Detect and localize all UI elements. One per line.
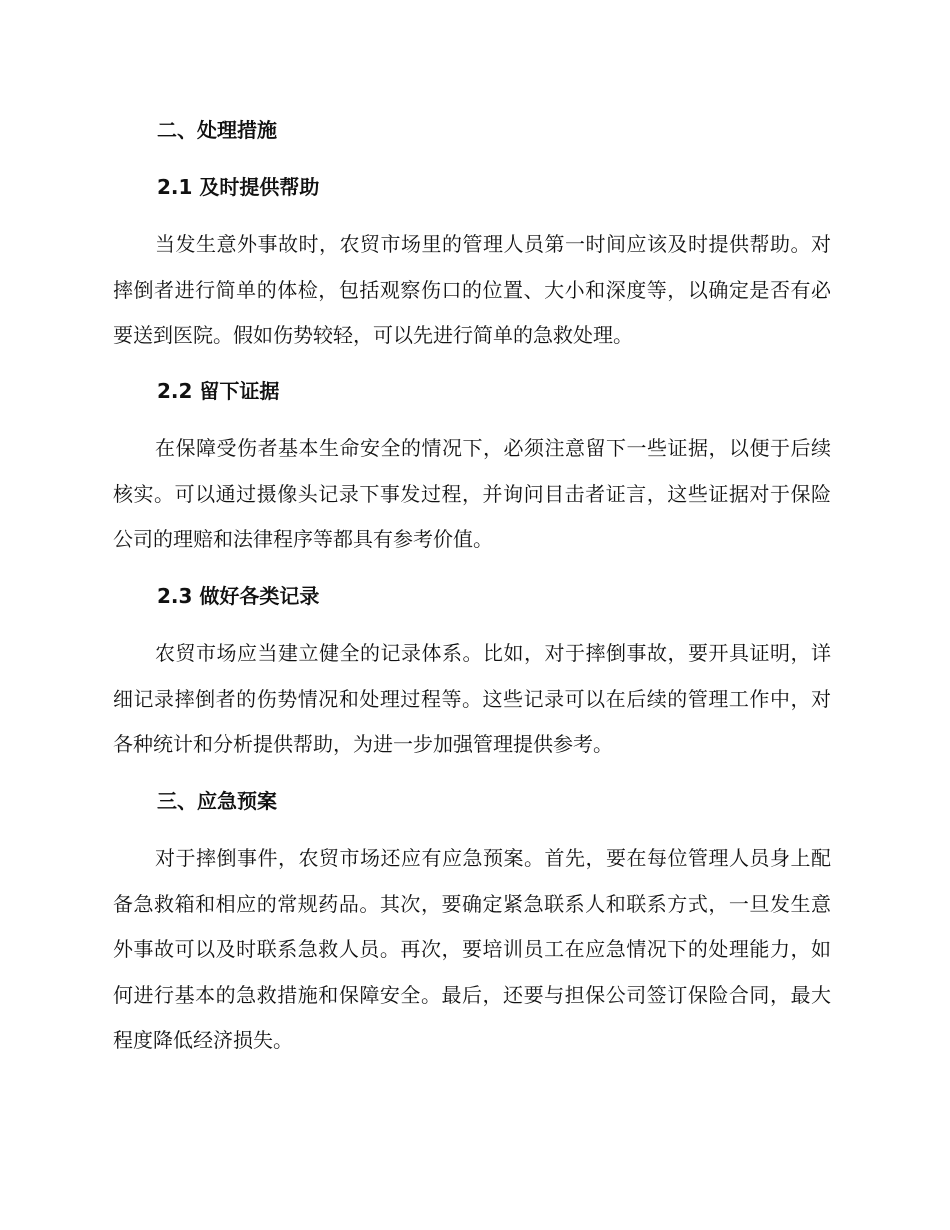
section-2-2-paragraph: 在保障受伤者基本生命安全的情况下，必须注意留下一些证据，以便于后续核实。可以通过摄像头记录下事发过程，并询问目击者证言，这些证据对于保险公司的理赔和法律程序等都具有参考价值。 bbox=[113, 436, 831, 551]
section-2-1-paragraph: 当发生意外事故时，农贸市场里的管理人员第一时间应该及时提供帮助。对摔倒者进行简单的体检，包括观察伤口的位置、大小和深度等，以确定是否有必要送到医院。假如伤势较轻，可以先进行简单的急救处理。 bbox=[113, 232, 831, 347]
section-3-heading: 三、应急预案 bbox=[157, 789, 277, 813]
section-2-2-heading: 2.2 留下证据 bbox=[157, 379, 280, 403]
section-2-3-paragraph: 农贸市场应当建立健全的记录体系。比如，对于摔倒事故，要开具证明，详细记录摔倒者的伤势情况和处理过程等。这些记录可以在后续的管理工作中，对各种统计和分析提供帮助，为进一步加强管理提供参考。 bbox=[113, 641, 831, 756]
section-2-3-heading: 2.3 做好各类记录 bbox=[157, 584, 320, 608]
section-2-1-heading: 2.1 及时提供帮助 bbox=[157, 175, 320, 199]
section-2-heading: 二、处理措施 bbox=[157, 118, 277, 142]
section-3-paragraph: 对于摔倒事件，农贸市场还应有应急预案。首先，要在每位管理人员身上配备急救箱和相应的常规药品。其次，要确定紧急联系人和联系方式，一旦发生意外事故可以及时联系急救人员。再次，要培训员工在应急情况下的处理能力，如何进行基本的急救措施和保障安全。最后，还要与担保公司签订保险合同，最大程度降低经济损失。 bbox=[113, 846, 831, 1052]
